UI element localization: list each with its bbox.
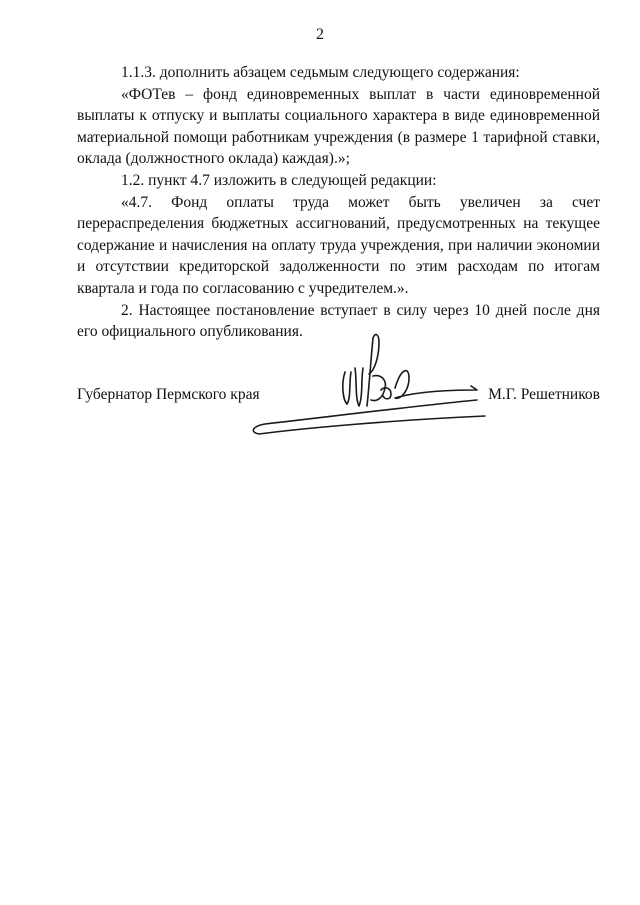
paragraph-4-7: «4.7. Фонд оплаты труда может быть увеличен за счет перераспределения бюджетных ассигнований, предусмотренных на текущее содержание и начисления на оплату труда учреждения, при наличии экономии и отсутствии кредиторской задолженности по этим расходам по итогам квартала и года по согласованию с учредителем.».: [77, 193, 600, 297]
signer-name: М.Г. Решетников: [488, 386, 600, 403]
paragraph-2-effective-date: 2. Настоящее постановление вступает в силу через 10 дней после дня его официального опубликования.: [77, 301, 600, 341]
paragraph-fotev-definition: «ФОТев – фонд единовременных выплат в части единовременной выплаты к отпуску и выплаты социального характера в виде единовременной материальной помощи работникам учреждения (в размере 1 тарифной ставки, оклада (должностного оклада) каждая).»;: [77, 85, 600, 168]
paragraph-1-2: 1.2. пункт 4.7 изложить в следующей редакции:: [121, 171, 437, 189]
page-number: 2: [316, 26, 324, 43]
paragraph-1-1-3: 1.1.3. дополнить абзацем седьмым следующего содержания:: [121, 64, 520, 81]
signature-block: [77, 378, 600, 418]
document-body: [77, 62, 600, 343]
signer-title: Губернатор Пермского края: [77, 386, 260, 403]
